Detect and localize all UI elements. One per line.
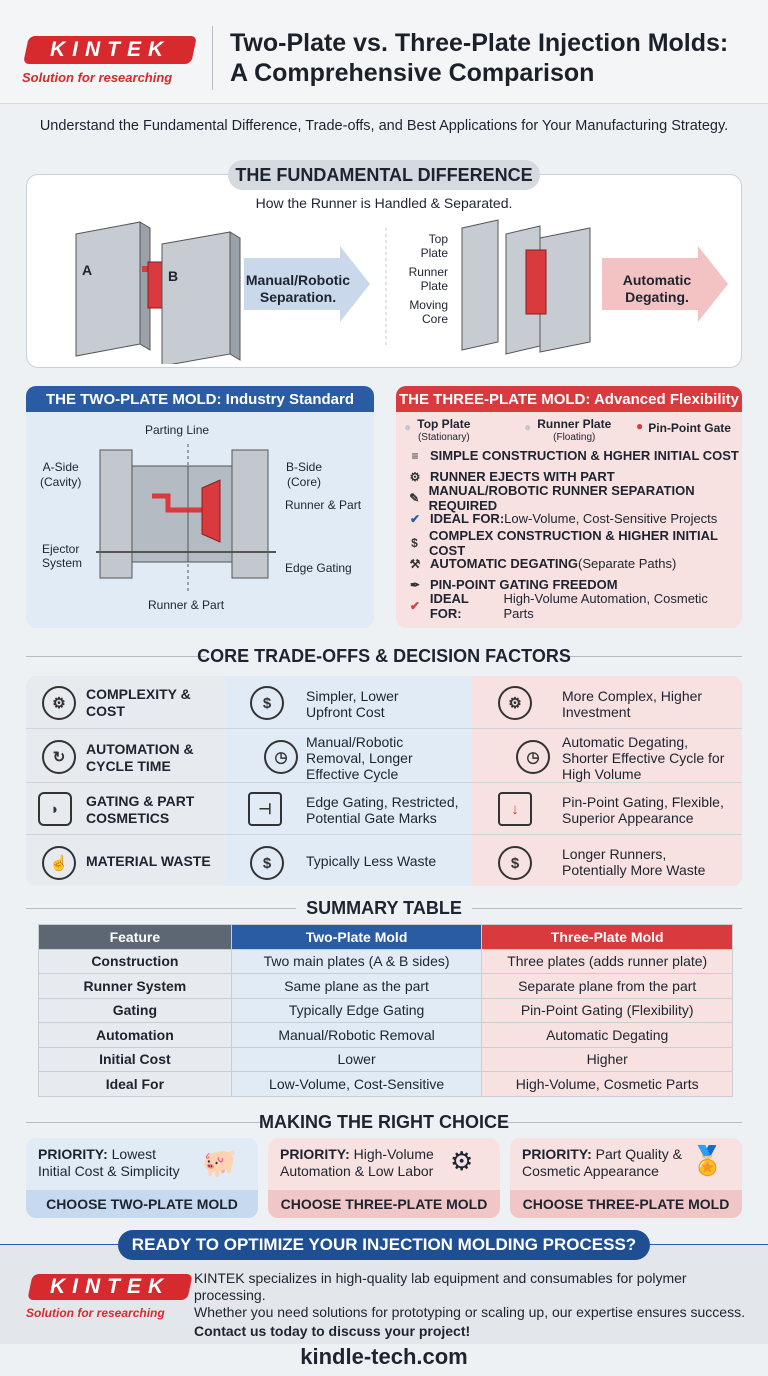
kintek-logo: KINTEK (23, 36, 197, 64)
tradeoff-three-plate: Pin-Point Gating, Flexible, Superior Appearance (562, 794, 724, 826)
tradeoff-category: COMPLEXITY & COST (86, 686, 191, 719)
moving-core-shape (540, 228, 590, 352)
tradeoff-category: GATING & PART COSMETICS (86, 793, 195, 826)
feature-item: ✔ IDEAL FOR: Low-Volume, Cost-Sensitive Projects (406, 508, 740, 529)
tradeoff-three-plate: More Complex, Higher Investment (562, 688, 703, 720)
runner-part-bottom-label: Runner & Part (148, 598, 225, 612)
dollar-icon: $ (411, 535, 418, 550)
money-bag-icon: $ (250, 846, 284, 880)
tradeoff-three-plate: Longer Runners, Potentially More Waste (562, 846, 706, 878)
table-row: Construction Two main plates (A & B sides) Three plates (adds runner plate) (39, 949, 733, 974)
choice-card-quality: PRIORITY: Part Quality & Cosmetic Appearance CHOOSE THREE-PLATE MOLD (510, 1138, 742, 1218)
summary-heading: SUMMARY TABLE (306, 898, 462, 918)
top-plate-label: Top Plate (420, 232, 448, 260)
choose-two-plate-button[interactable]: CHOOSE TWO-PLATE MOLD (26, 1190, 258, 1218)
pen-icon: ✒ (409, 577, 421, 592)
feature-item: ⚒ AUTOMATIC DEGATING (Separate Paths) (406, 553, 740, 574)
cta-text: KINTEK specializes in high-quality lab equipment and consumables for polymer processing. Whether you need solutions for prototyping or scaling up, our expertise ensures success. Contact us today to discuss your project! (194, 1270, 754, 1340)
wrench-icon: ✎ (409, 490, 420, 505)
ejector-label: Ejector System (42, 542, 83, 570)
feature-item: ✎ MANUAL/ROBOTIC RUNNER SEPARATION REQUIRED (406, 487, 740, 508)
tagline: Solution for researching (22, 70, 173, 85)
three-plate-heading: THE THREE-PLATE MOLD: Advanced Flexibility (396, 386, 742, 412)
layers-icon: ≡ (411, 448, 419, 463)
kintek-logo: KINTEK (27, 1274, 193, 1300)
header-divider (212, 26, 213, 90)
fundamental-subheading: How the Runner is Handled & Separated. (255, 195, 513, 211)
page-title: Two-Plate vs. Three-Plate Injection Molds: A Comprehensive Comparison (230, 29, 729, 87)
tradeoff-three-plate: Automatic Degating, Shorter Effective Cycle for High Volume (562, 734, 725, 782)
automation-line-icon: ⚙ (450, 1146, 474, 1176)
dollar-icon: $ (250, 686, 284, 720)
parting-line-label: Parting Line (145, 423, 210, 437)
three-plate-legend (404, 418, 738, 444)
check-icon: ✔ (409, 598, 420, 613)
runner-part-right-label: Runner & Part (285, 498, 362, 512)
gate-icon: ◗ (38, 792, 72, 826)
choose-three-plate-button[interactable]: CHOOSE THREE-PLATE MOLD (268, 1190, 500, 1218)
label-a: A (82, 262, 93, 278)
stopwatch-icon: ◷ (516, 740, 550, 774)
award-badge-icon: 🏅 (690, 1145, 725, 1176)
fundamental-heading: THE FUNDAMENTAL DIFFERENCE (228, 160, 540, 190)
plate-a (76, 222, 140, 356)
feature-item: ✒ PIN-POINT GATING FREEDOM (406, 574, 740, 595)
tradeoffs-heading: CORE TRADE-OFFS & DECISION FACTORS (197, 646, 571, 666)
feature-item: $ COMPLEX CONSTRUCTION & HIGHER INITIAL COST (406, 532, 740, 553)
label-b: B (168, 268, 179, 284)
robot-arm-icon: ⚒ (409, 556, 421, 571)
piggy-bank-icon: 🐖 (202, 1147, 237, 1178)
a-side-label: A-Side (Cavity) (40, 460, 82, 489)
tradeoff-two-plate: Manual/Robotic Removal, Longer Effective Cycle (306, 734, 413, 782)
three-plate-features (406, 445, 740, 621)
cta-banner: READY TO OPTIMIZE YOUR INJECTION MOLDING PROCESS? (118, 1230, 650, 1260)
pin-gate-icon: ↓ (498, 792, 532, 826)
table-row: Automation Manual/Robotic Removal Automatic Degating (39, 1023, 733, 1048)
gear-icon: ⚙ (42, 686, 76, 720)
feature-item: ✔ IDEAL FOR: High-Volume Automation, Cosmetic Parts (406, 595, 740, 616)
moving-core-label: Moving Core (409, 298, 448, 326)
summary-table (38, 924, 733, 1097)
table-row: Initial Cost Lower Higher (39, 1047, 733, 1072)
cycle-icon: ↻ (42, 740, 76, 774)
edge-gating-label: Edge Gating (285, 561, 352, 575)
stopwatch-icon: ◷ (264, 740, 298, 774)
automatic-degating-label: Automatic Degating. (622, 272, 692, 305)
contact-link[interactable]: Contact us today to discuss your project! (194, 1323, 471, 1339)
gear-dollar-icon: ⚙ (498, 686, 532, 720)
feature-item: ⚙ RUNNER EJECTS WITH PART (406, 466, 740, 487)
legend-pin-point-gate: ● Pin-Point Gate (636, 419, 731, 435)
two-plate-heading: THE TWO-PLATE MOLD: Industry Standard (26, 386, 374, 412)
check-icon: ✔ (409, 511, 421, 526)
tradeoff-two-plate: Edge Gating, Restricted, Potential Gate Marks (306, 794, 459, 826)
legend-top-plate: ● Top Plate (Stationary) (404, 417, 471, 443)
tagline: Solution for researching (26, 1306, 165, 1320)
tradeoff-category: MATERIAL WASTE (86, 852, 211, 869)
b-side-label: B-Side (Core) (286, 460, 323, 489)
runner-plate-label: Runner Plate (408, 265, 448, 293)
page-subtitle: Understand the Fundamental Difference, Trade-offs, and Best Applications for Your Manufacturing Strategy. (39, 118, 729, 134)
choose-three-plate-button[interactable]: CHOOSE THREE-PLATE MOLD (510, 1190, 742, 1218)
money-bags-icon: $ (498, 846, 532, 880)
table-row: Gating Typically Edge Gating Pin-Point Gating (Flexibility) (39, 998, 733, 1023)
site-url-link[interactable]: kindle-tech.com (300, 1344, 468, 1369)
top-plate-shape (462, 220, 498, 350)
tradeoff-two-plate: Typically Less Waste (306, 853, 437, 869)
choice-card-automation: PRIORITY: High-Volume Automation & Low Labor CHOOSE THREE-PLATE MOLD (268, 1138, 500, 1218)
gears-icon: ⚙ (409, 469, 421, 484)
choice-card-two-plate: PRIORITY: Lowest Initial Cost & Simplicity CHOOSE TWO-PLATE MOLD (26, 1138, 258, 1218)
feature-item: ≡ SIMPLE CONSTRUCTION & HGHER INITIAL COST (406, 445, 740, 466)
legend-runner-plate: ● Runner Plate (Floating) (524, 417, 612, 443)
edge-gate-icon: ⊣ (248, 792, 282, 826)
table-row: Ideal For Low-Volume, Cost-Sensitive High-Volume, Cosmetic Parts (39, 1072, 733, 1097)
table-header-row: Feature Two-Plate Mold Three-Plate Mold (39, 925, 733, 950)
two-plate-diagram (96, 444, 276, 594)
manual-separation-label: Manual/Robotic Separation. (245, 272, 351, 305)
choice-heading: MAKING THE RIGHT CHOICE (259, 1112, 509, 1132)
tradeoff-category: AUTOMATION & CYCLE TIME (86, 741, 194, 774)
plate-b (162, 232, 230, 364)
waste-hand-icon: ☝ (42, 846, 76, 880)
table-row: Runner System Same plane as the part Separate plane from the part (39, 974, 733, 999)
tradeoff-two-plate: Simpler, Lower Upfront Cost (306, 688, 399, 720)
